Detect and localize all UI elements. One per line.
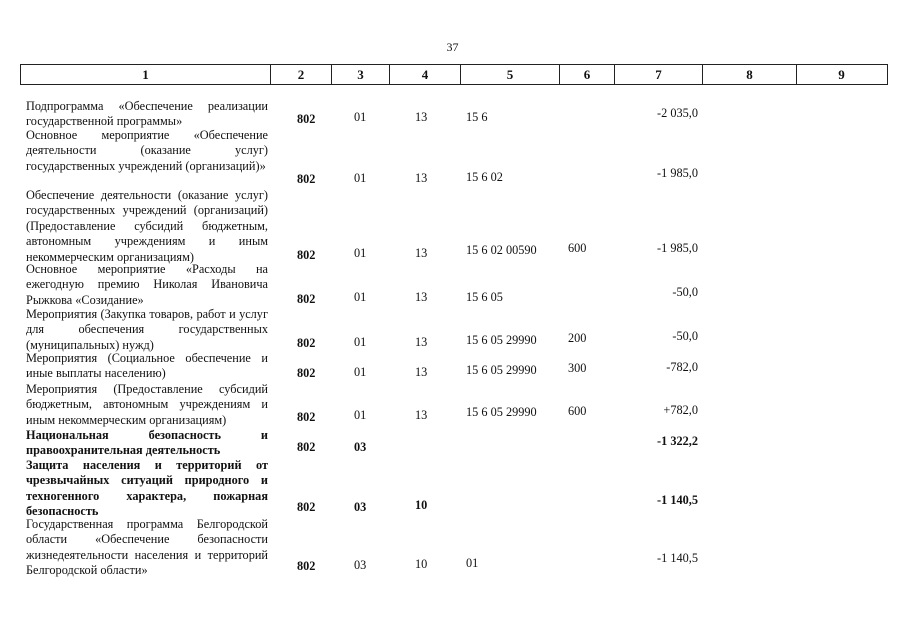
cell-col-4: 13 — [415, 408, 428, 422]
cell-col-3: 01 — [354, 290, 367, 304]
cell-col-3: 01 — [354, 408, 367, 422]
header-col-9: 9 — [838, 67, 845, 82]
cell-col-5: 15 6 02 — [466, 170, 503, 184]
cell-col-4: 10 — [415, 498, 428, 512]
cell-col-3: 01 — [354, 246, 367, 260]
cell-col-4: 13 — [415, 365, 428, 379]
cell-col-3: 01 — [354, 171, 367, 185]
cell-col-2: 802 — [297, 112, 316, 126]
cell-col-3: 03 — [354, 440, 367, 454]
cell-col-5: 15 6 05 — [466, 290, 503, 304]
cell-col-3: 01 — [354, 110, 367, 124]
cell-col-7: -1 322,2 — [657, 434, 698, 448]
cell-col-3: 03 — [354, 500, 367, 514]
cell-col-7: -50,0 — [672, 285, 698, 299]
cell-col-6: 600 — [568, 241, 587, 255]
row-description: Основное мероприятие «Расходы на ежегодную премию Николая Ивановича Рыжкова «Созидание» — [26, 262, 268, 307]
cell-col-7: -782,0 — [666, 360, 698, 374]
cell-col-2: 802 — [297, 559, 316, 573]
cell-col-7: -1 985,0 — [657, 166, 698, 180]
cell-col-4: 13 — [415, 171, 428, 185]
cell-col-6: 200 — [568, 331, 587, 345]
cell-col-2: 802 — [297, 172, 316, 186]
cell-col-7: -2 035,0 — [657, 106, 698, 120]
cell-col-5: 15 6 — [466, 110, 488, 124]
cell-col-5: 15 6 05 29990 — [466, 363, 537, 377]
cell-col-4: 13 — [415, 110, 428, 124]
cell-col-7: -1 140,5 — [657, 551, 698, 565]
header-col-1: 1 — [21, 65, 271, 84]
cell-col-3: 03 — [354, 558, 367, 572]
page-number: 37 — [446, 40, 459, 54]
cell-col-2: 802 — [297, 336, 316, 350]
header-col-3: 3 — [332, 65, 390, 84]
header-col-8: 8 — [703, 65, 797, 84]
cell-col-2: 802 — [297, 410, 316, 424]
row-description: Защита населения и территорий от чрезвычайных ситуаций природного и техногенного характера, пожарная безопасность — [26, 458, 268, 519]
row-description: Мероприятия (Закупка товаров, работ и услуг для обеспечения государственных (муниципальных) нужд) — [26, 307, 268, 352]
cell-col-4: 13 — [415, 290, 428, 304]
cell-col-7: -1 985,0 — [657, 241, 698, 255]
header-col-2: 2 — [271, 65, 332, 84]
cell-col-6: 600 — [568, 404, 587, 418]
cell-col-2: 802 — [297, 248, 316, 262]
cell-col-5: 15 6 05 29990 — [466, 333, 537, 347]
row-description: Обеспечение деятельности (оказание услуг) государственных учреждений (организаций) (Предоставление субсидий бюджетным, автономным учреждениям и иным некоммерческим организациям) — [26, 188, 268, 264]
row-description: Подпрограмма «Обеспечение реализации государственной программы» — [26, 99, 268, 129]
header-col-4: 4 — [390, 65, 461, 84]
cell-col-5: 15 6 02 00590 — [466, 243, 537, 257]
row-description: Государственная программа Белгородской области «Обеспечение безопасности жизнедеятельности населения и территорий Белгородской области» — [26, 517, 268, 578]
cell-col-4: 13 — [415, 335, 428, 349]
row-description: Основное мероприятие «Обеспечение деятельности (оказание услуг) государственных учреждений (организаций)» — [26, 128, 268, 173]
cell-col-6: 300 — [568, 361, 587, 375]
row-description: Мероприятия (Социальное обеспечение и иные выплаты населению) — [26, 351, 268, 381]
cell-col-2: 802 — [297, 500, 316, 514]
cell-col-4: 13 — [415, 246, 428, 260]
row-description: Национальная безопасность и правоохранительная деятельность — [26, 428, 268, 458]
row-description: Мероприятия (Предоставление субсидий бюджетным, автономным учреждениям и иным некоммерческим организациям) — [26, 382, 268, 427]
header-col-6: 6 — [560, 65, 615, 84]
cell-col-7: +782,0 — [663, 403, 698, 417]
cell-col-3: 01 — [354, 335, 367, 349]
cell-col-3: 01 — [354, 365, 367, 379]
cell-col-5: 01 — [466, 556, 479, 570]
cell-col-4: 10 — [415, 557, 428, 571]
cell-col-7: -50,0 — [672, 329, 698, 343]
cell-col-2: 802 — [297, 366, 316, 380]
cell-col-5: 15 6 05 29990 — [466, 405, 537, 419]
header-col-5: 5 — [461, 65, 560, 84]
cell-col-2: 802 — [297, 292, 316, 306]
cell-col-7: -1 140,5 — [657, 493, 698, 507]
header-col-7: 7 — [615, 65, 703, 84]
cell-col-2: 802 — [297, 440, 316, 454]
